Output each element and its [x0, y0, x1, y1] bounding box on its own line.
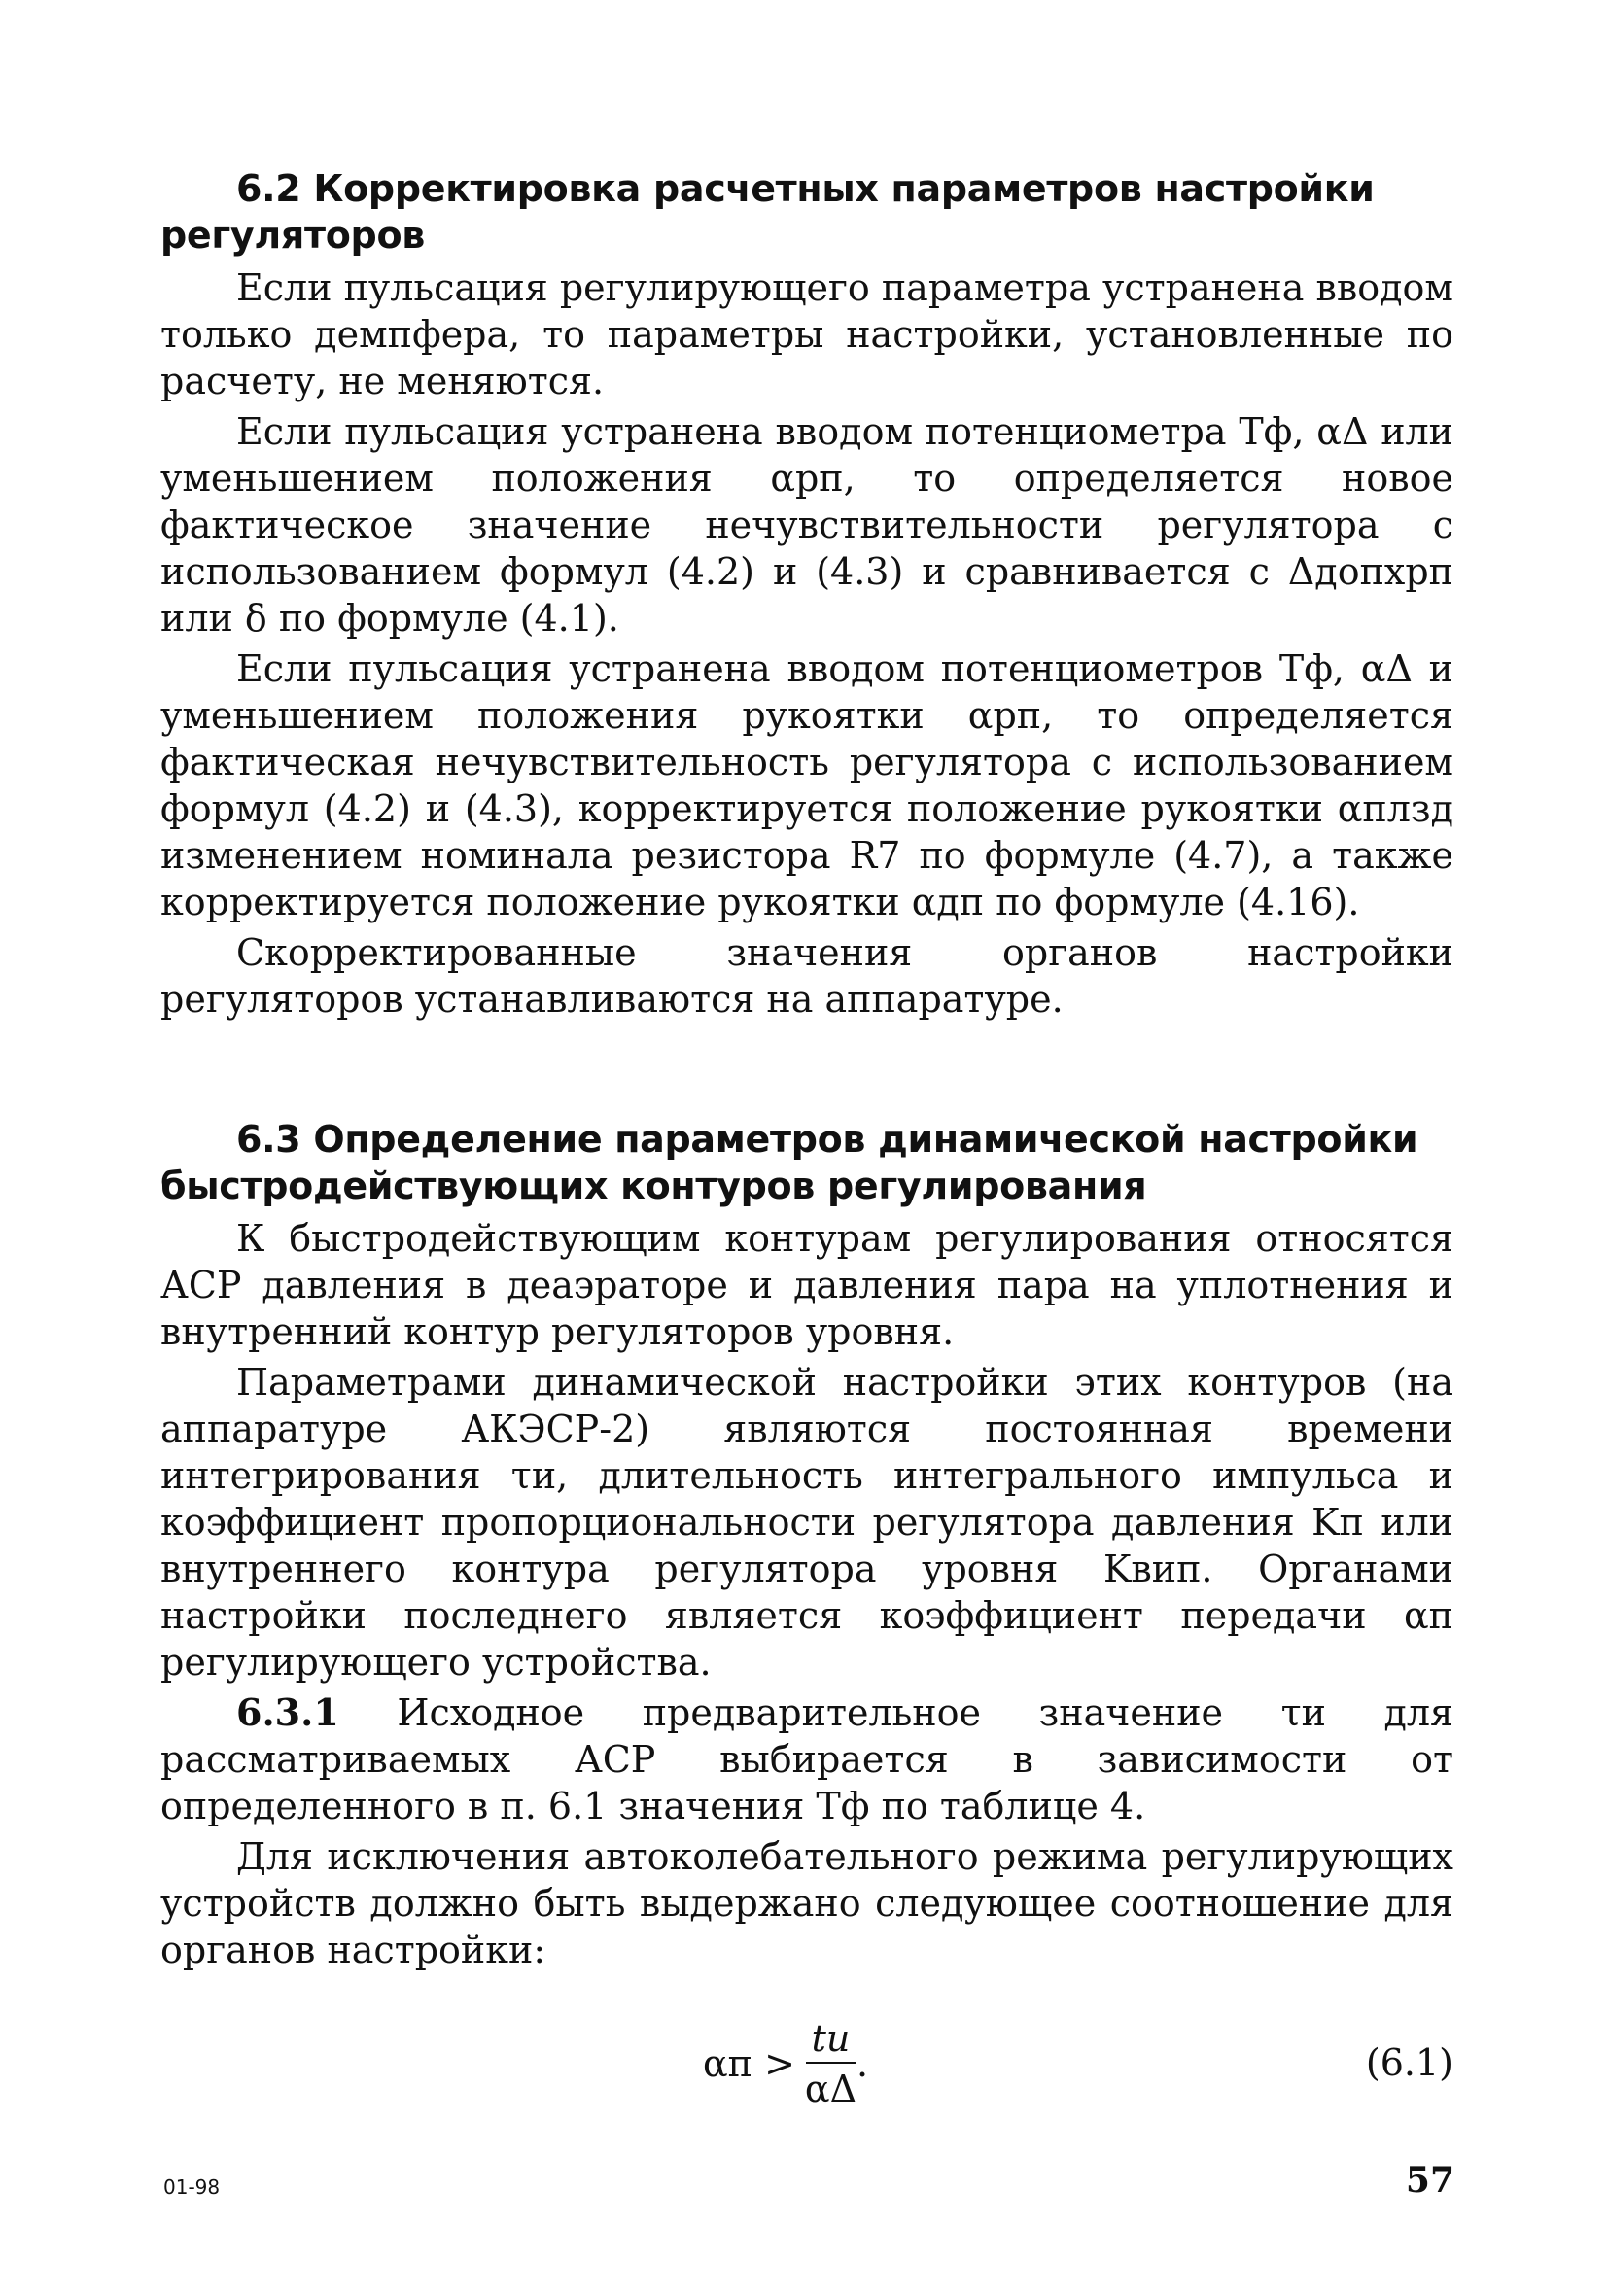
- formula-trailing: .: [856, 2042, 869, 2085]
- formula-6-1: [160, 1991, 1453, 2146]
- page-content: [160, 165, 1453, 2146]
- paragraph: К быстродействующим контурам регулирования относятся АСР давления в деаэраторе и давления пара на уплотнения и внутренний контур регуляторов уровня.: [160, 1217, 1453, 1353]
- footer-code: 01-98: [163, 2175, 221, 2199]
- formula-numerator: tи: [806, 2017, 856, 2064]
- formula-denominator: αΔ: [804, 2068, 857, 2110]
- formula-fraction: [805, 2017, 856, 2110]
- section-spacer: [160, 1023, 1453, 1116]
- paragraph: Если пульсация устранена вводом потенциометров Тф, αΔ и уменьшением положения рукоятки αрп, то определяется фактическая нечувствительность регулятора с использованием формул (4.2) и (4.3), корректируется положение рукоятки αплзд изменением номинала резистора R7 по формуле (4.7), а также корректируется положение рукоятки αдп по формуле (4.16).: [160, 647, 1453, 923]
- paragraph: Скорректированные значения органов настройки регуляторов устанавливаются на аппаратуре.: [160, 931, 1453, 1021]
- formula-lhs: αп >: [703, 2042, 795, 2085]
- section-heading-6-2: 6.2 Корректировка расчетных параметров настройки регуляторов: [160, 167, 1375, 257]
- paragraph: Для исключения автоколебательного режима регулирующих устройств должно быть выдержано следующее соотношение для органов настройки:: [160, 1835, 1453, 1971]
- paragraph-6-3-1: [160, 1689, 1453, 1829]
- item-number: 6.3.1: [236, 1690, 339, 1734]
- formula-number: (6.1): [1365, 2041, 1453, 2084]
- paragraph: Если пульсация устранена вводом потенциометра Tф, αΔ или уменьшением положения αрп, то определяется новое фактическое значение нечувствительности регулятора с использованием формул (4.2) и (4.3) и сравнивается с Δдопxрп или δ по формуле (4.1).: [160, 410, 1453, 640]
- page-number: 57: [1405, 2160, 1454, 2201]
- section-heading-6-3: 6.3 Определение параметров динамической настройки быстродействующих контуров регулирования: [160, 1118, 1418, 1207]
- formula-expression: [703, 1991, 868, 2137]
- paragraph: Если пульсация регулирующего параметра устранена вводом только демпфера, то параметры настройки, установленные по расчету, не меняются.: [160, 266, 1453, 402]
- item-text: Исходное предварительное значение τи для рассматриваемых АСР выбирается в зависимости от определенного в п. 6.1 значения Tф по таблице 4.: [160, 1691, 1453, 1827]
- paragraph: Параметрами динамической настройки этих контуров (на аппаратуре АКЭСР-2) являются постоянная времени интегрирования τи, длительность интегрального импульса и коэффициент пропорциональности регулятора давления Kп или внутреннего контура регулятора уровня Kвип. Органами настройки последнего является коэффициент передачи αп регулирующего устройства.: [160, 1361, 1453, 1684]
